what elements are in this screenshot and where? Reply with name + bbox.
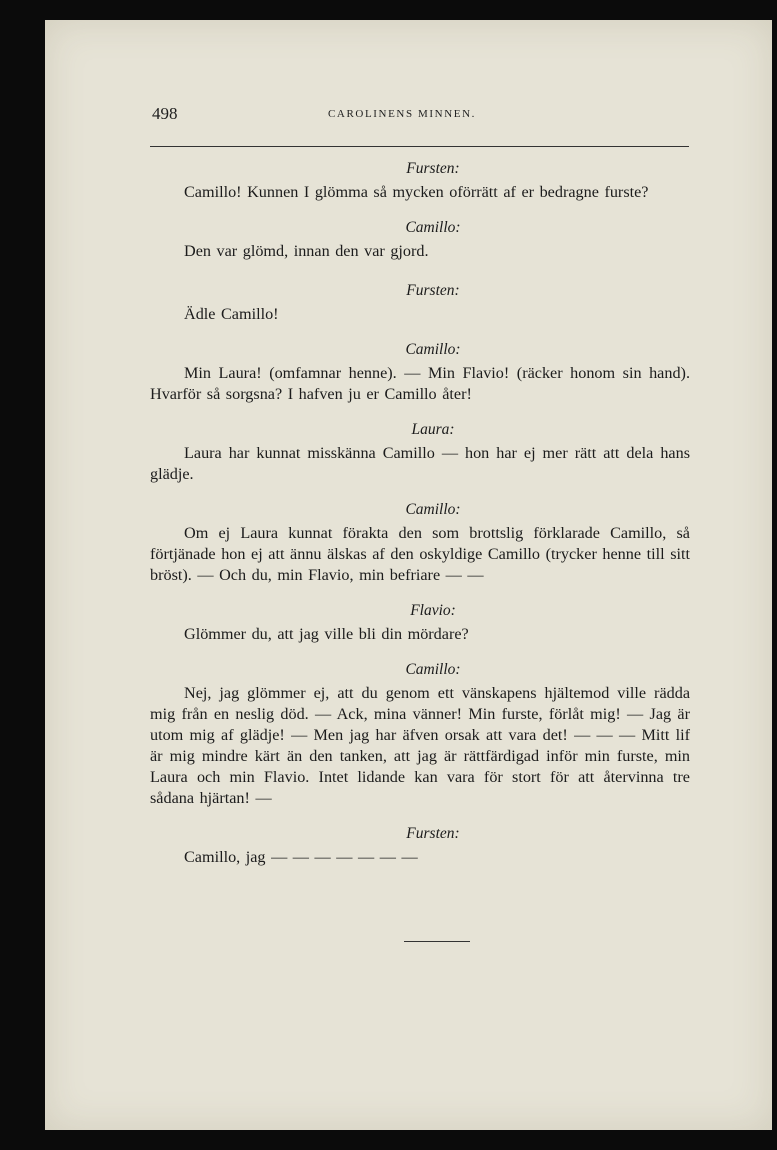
speech-text: Ädle Camillo! (184, 305, 279, 323)
dialogue-entry (150, 600, 690, 645)
dialogue-entry (150, 217, 690, 262)
speech-text: Glömmer du, att jag ville bli din mördare? (184, 625, 469, 643)
page-number: 498 (152, 104, 178, 123)
speech-text: Min Laura! (omfamnar henne). — Min Flavio! (räcker honom sin hand). Hvarför så sorgsna? I hafven ju er Camillo åter! (150, 364, 690, 403)
speech-text: Camillo, jag — — — — — — — (184, 848, 418, 866)
speech-text: Den var glömd, innan den var gjord. (184, 242, 429, 260)
speech-text: Camillo! Kunnen I glömma så mycken oförrätt af er bedragne furste? (184, 183, 649, 201)
page-header (152, 104, 690, 128)
dialogue-entry (150, 419, 690, 485)
speaker-name: Camillo: (405, 341, 461, 358)
speaker-name: Camillo: (405, 219, 461, 236)
speaker-name: Laura: (411, 421, 455, 438)
dialogue-entry (150, 823, 690, 868)
speaker-name: Camillo: (405, 661, 461, 678)
speech-text: Laura har kunnat misskänna Camillo — hon har ej mer rätt att dela hans glädje. (150, 444, 690, 483)
speech-text: Nej, jag glömmer ej, att du genom ett vänskapens hjältemod ville rädda mig från en neslig död. — Ack, mina vänner! Min furste, förlåt mig! — Jag är utom mig af glädje! — Men jag har äfven orsak att vara det! — — — Mitt lif är mig mindre kärt än den tanken, att jag är rättfärdigad inför min furste, min Laura och min Flavio. Intet lidande kan vara för stort för att återvinna tre sådana hjärtan! — (150, 684, 690, 807)
running-title: CAROLINENS MINNEN. (328, 108, 476, 120)
dialogue-entry (150, 280, 690, 325)
speaker-name: Camillo: (405, 501, 461, 518)
speaker-name: Fursten: (406, 825, 460, 842)
speaker-name: Fursten: (406, 282, 460, 299)
dialogue-entry (150, 499, 690, 586)
dialogue-entry (150, 659, 690, 809)
dialogue-text (150, 158, 690, 882)
dialogue-entry (150, 158, 690, 203)
speaker-name: Flavio: (410, 602, 456, 619)
dialogue-entry (150, 339, 690, 405)
speech-text: Om ej Laura kunnat förakta den som brottslig förklarade Camillo, så förtjänade hon ej att ännu älskas af den oskyldige Camillo (trycker henne till sitt bröst). — Och du, min Flavio, min befriare — — (150, 524, 690, 584)
header-rule (150, 146, 689, 147)
speaker-name: Fursten: (406, 160, 460, 177)
end-rule (404, 941, 470, 942)
